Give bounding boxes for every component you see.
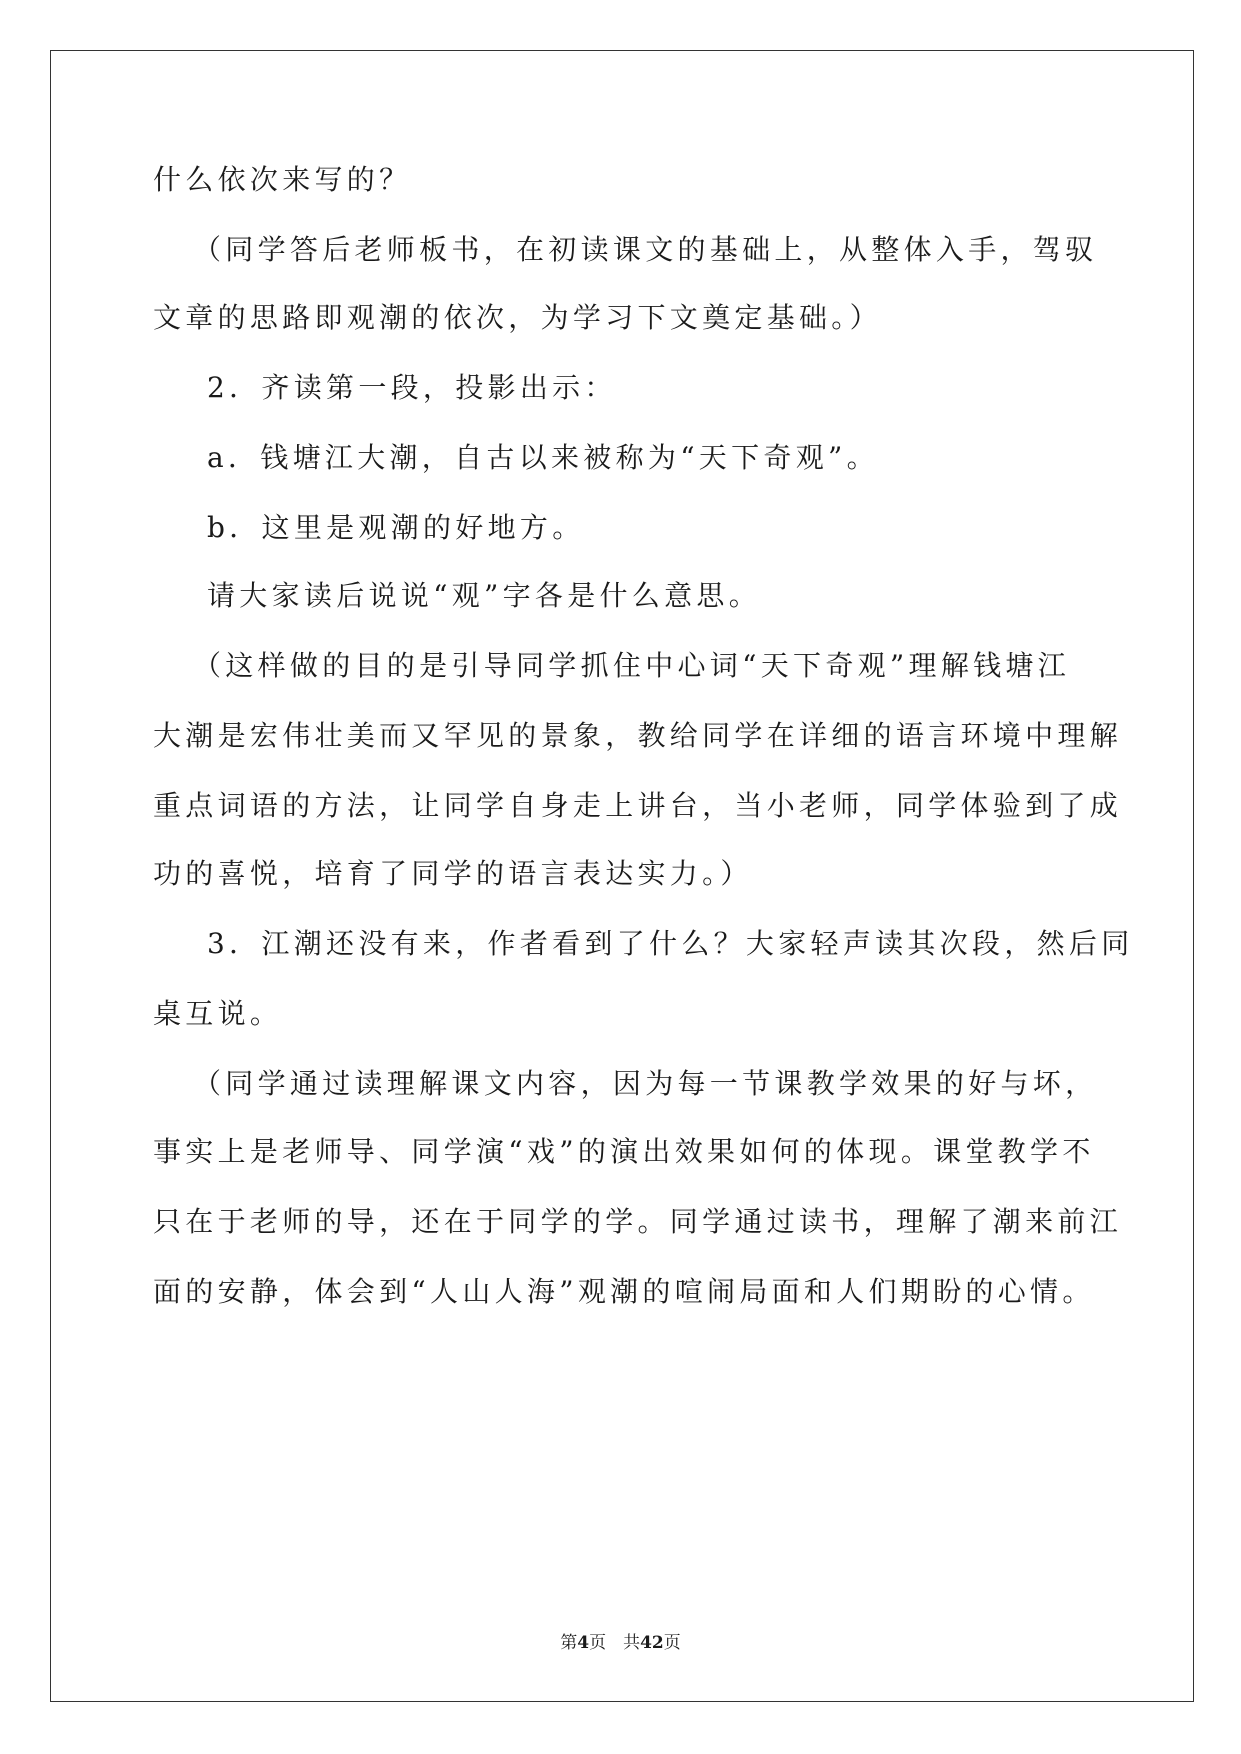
paragraph-line: 3．江潮还没有来，作者看到了什么？大家轻声读其次段，然后同	[207, 927, 1134, 960]
paragraph-line: 只在于老师的导，还在于同学的学。同学通过读书，理解了潮来前江	[153, 1205, 1123, 1238]
footer-suffix: 页	[663, 1633, 681, 1653]
paragraph-line: a．钱塘江大潮，自古以来被称为“天下奇观”。	[207, 441, 879, 474]
paragraph-line: 桌互说。	[153, 997, 283, 1030]
total-page-count: 42	[640, 1633, 664, 1653]
paragraph-line: 面的安静，体会到“人山人海”观潮的喧闹局面和人们期盼的心情。	[153, 1275, 1095, 1308]
paragraph-line: （同学通过读理解课文内容，因为每一节课教学效果的好与坏，	[193, 1067, 1098, 1100]
page-footer	[0, 1632, 1241, 1654]
current-page-number: 4	[577, 1633, 590, 1653]
paragraph-line: （这样做的目的是引导同学抓住中心词“天下奇观”理解钱塘江	[193, 649, 1071, 682]
paragraph-line: 2．齐读第一段，投影出示：	[207, 371, 617, 404]
paragraph-line: 重点词语的方法，让同学自身走上讲台，当小老师，同学体验到了成	[153, 789, 1123, 822]
footer-prefix: 第	[560, 1633, 578, 1653]
paragraph-line: 请大家读后说说“观”字各是什么意思。	[207, 579, 762, 612]
paragraph-line: b．这里是观潮的好地方。	[207, 511, 585, 544]
paragraph-line: 事实上是老师导、同学演“戏”的演出效果如何的体现。课堂教学不	[153, 1135, 1095, 1168]
paragraph-line: 大潮是宏伟壮美而又罕见的景象，教给同学在详细的语言环境中理解	[153, 719, 1123, 752]
paragraph-line: 文章的思路即观潮的依次，为学习下文奠定基础。）	[153, 301, 882, 334]
footer-middle: 页 共	[589, 1633, 641, 1653]
paragraph-line: 功的喜悦，培育了同学的语言表达实力。）	[153, 857, 753, 890]
paragraph-line: 什么依次来写的？	[153, 163, 412, 196]
paragraph-line: （同学答后老师板书，在初读课文的基础上，从整体入手，驾驭	[193, 233, 1098, 266]
